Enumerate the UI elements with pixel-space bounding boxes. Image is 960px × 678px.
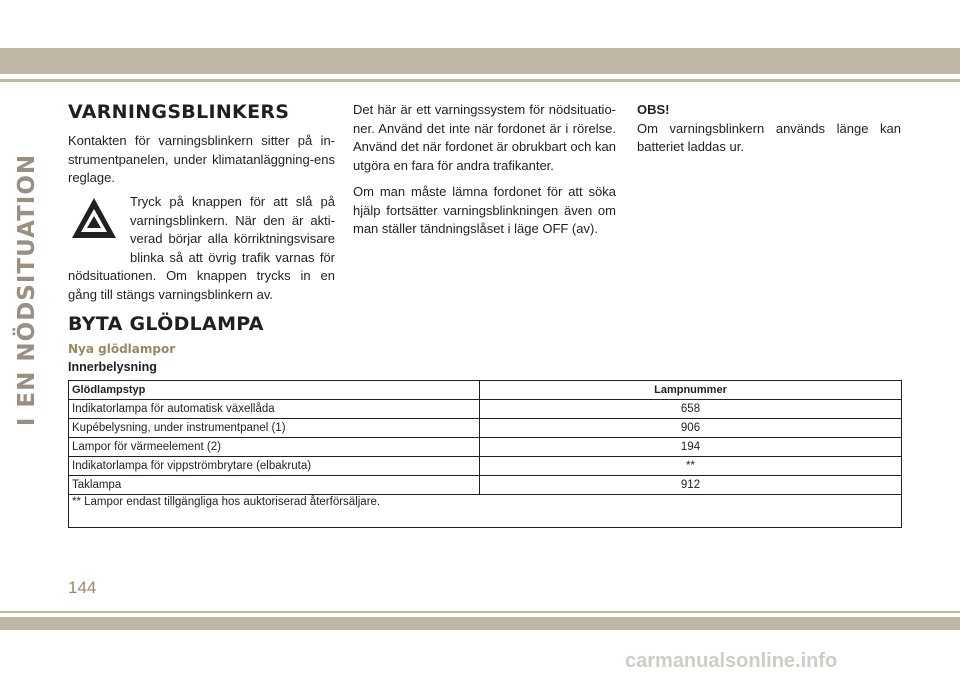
page-number: 144: [68, 578, 97, 597]
bottom-rule: [0, 611, 960, 613]
table-row: [69, 457, 902, 476]
cell-bulb-type: Indikatorlampa för automatisk växellåda: [69, 400, 480, 419]
cell-lamp-number: 912: [480, 476, 902, 495]
cell-lamp-number: 194: [480, 438, 902, 457]
chapter-side-label: I EN NÖDSITUATION: [14, 153, 40, 427]
section-title-varningsblinkers: VARNINGSBLINKERS: [68, 101, 290, 123]
paragraph-leave-vehicle: Om man måste lämna fordonet för att söka hjälp fortsätter varningsblinkningen även om man ställer tändningslåset i läge OFF (av).: [353, 184, 616, 236]
bulb-table: [68, 380, 902, 528]
column-1: [68, 132, 335, 196]
table-footnote-row: [69, 495, 902, 528]
table-row: [69, 476, 902, 495]
cell-lamp-number: 658: [480, 400, 902, 419]
subheading-innerbelysning: Innerbelysning: [68, 360, 157, 374]
table-row: [69, 400, 902, 419]
note-title: OBS!: [637, 102, 670, 117]
column-1-continued: [68, 193, 335, 312]
column-2: [353, 101, 616, 247]
paragraph-hazard-usage: [68, 193, 335, 304]
top-rule: [0, 79, 960, 82]
paragraph-switch-location: Kontakten för varningsblinkern sitter på in-strumentpanelen, under klimatanläggning-ens reglage.: [68, 133, 335, 185]
cell-bulb-type: Kupébelysning, under instrumentpanel (1): [69, 419, 480, 438]
table-footnote: ** Lampor endast tillgängliga hos auktoriserad återförsäljare.: [69, 495, 902, 528]
bottom-band: [0, 617, 960, 630]
cell-lamp-number: **: [480, 457, 902, 476]
paragraph-warning-system: Det här är ett varningssystem för nödsituatio-ner. Använd det inte när fordonet är i rörelse. Använd det när fordonet är obrukbart och kan utgöra en fara för andra trafikanter.: [353, 102, 616, 173]
cell-lamp-number: 906: [480, 419, 902, 438]
table-row: [69, 419, 902, 438]
cell-bulb-type: Indikatorlampa för vippströmbrytare (elbakruta): [69, 457, 480, 476]
cell-bulb-type: Lampor för värmeelement (2): [69, 438, 480, 457]
subtitle-nya-glodlampor: Nya glödlampor: [68, 342, 176, 356]
table-header-row: [69, 381, 902, 400]
cell-bulb-type: Taklampa: [69, 476, 480, 495]
header-bulb-type: Glödlampstyp: [69, 381, 480, 400]
icon-wrap-space: [68, 193, 130, 265]
header-lamp-number: Lampnummer: [480, 381, 902, 400]
note-text: Om varningsblinkern används länge kan batteriet laddas ur.: [637, 120, 901, 154]
table-row: [69, 438, 902, 457]
column-3: [637, 101, 901, 165]
paragraph-hazard-usage-text: Tryck på knappen för att slå på varningsblinkern. När den är akti-verad börjar alla körriktningsvisare blinka så att övrig trafik varnas för nödsituationen. Om knappen trycks in en gång till stängs varningsblinkern av.: [68, 194, 335, 302]
section-title-byta-glodlampa: BYTA GLÖDLAMPA: [68, 313, 264, 335]
watermark: carmanualsonline.info: [625, 650, 838, 672]
top-band: [0, 48, 960, 74]
